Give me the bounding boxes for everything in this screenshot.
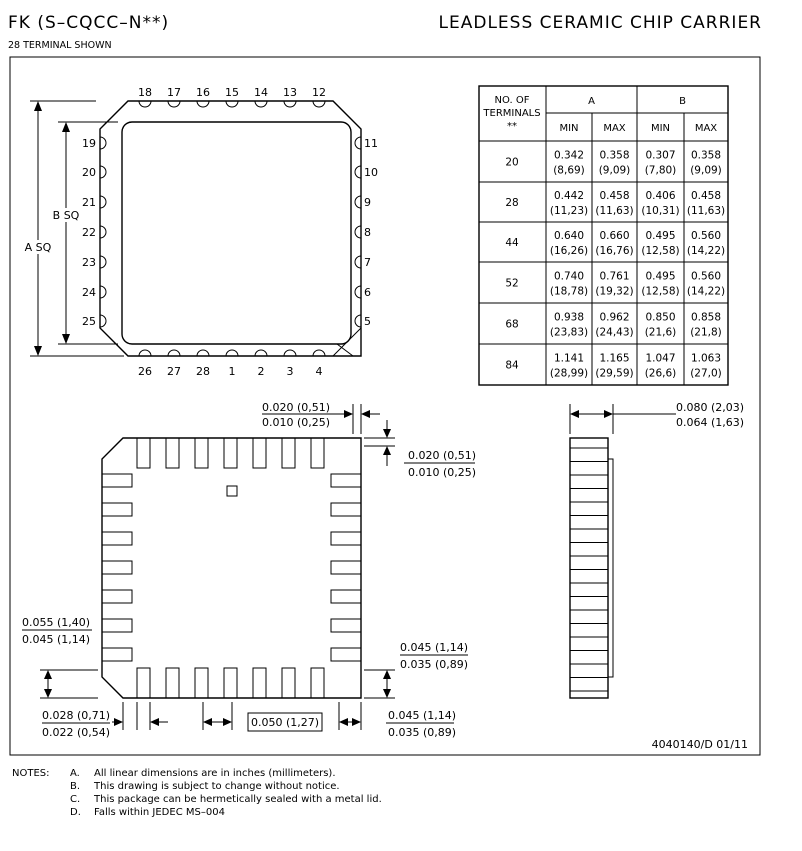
note-text: All linear dimensions are in inches (millimeters). [94, 768, 336, 779]
castellation-left [100, 286, 106, 298]
castellation-top [284, 101, 296, 107]
dimension-mm-cell: (11,23) [549, 205, 589, 217]
pin-number-bottom: 27 [167, 365, 181, 378]
pad-length-min: 0.022 (0,54) [42, 726, 111, 739]
pin-number-right: 5 [364, 315, 371, 328]
pin-number-bottom: 3 [286, 365, 294, 378]
terminal-pad [331, 619, 361, 632]
table-header-min: MIN [650, 123, 671, 134]
corner-height-min: 0.045 (1,14) [22, 633, 91, 646]
table-row [505, 312, 721, 339]
table-header-max: MAX [603, 123, 626, 134]
dimension-mm-cell: (16,26) [549, 245, 589, 257]
dimension-inch-cell: 1.165 [599, 352, 630, 365]
pin-number-left: 25 [82, 315, 96, 328]
table-header-b: B [679, 96, 686, 107]
pin-number-top: 17 [167, 86, 181, 99]
terminal-pad [331, 561, 361, 574]
terminal-pad [102, 561, 132, 574]
terminal-pad [311, 668, 324, 698]
terminal-pad [102, 474, 132, 487]
pin-number-left: 22 [82, 226, 96, 239]
dimension-mm-cell: (26,6) [644, 367, 677, 380]
dimension-mm-cell: (9,09) [690, 164, 722, 177]
table-header-terminals: ** [507, 121, 517, 132]
dimension-inch-cell: 0.660 [599, 230, 630, 242]
dimension-mm-cell: (24,43) [595, 326, 634, 339]
castellation-top [168, 101, 180, 107]
pin-number-bottom: 28 [196, 365, 210, 378]
side-view [570, 401, 744, 698]
pin-number-bottom: 26 [138, 365, 152, 378]
terminal-pad [137, 668, 150, 698]
pad-depth-min: 0.010 (0,25) [408, 466, 477, 479]
terminal-pad [102, 648, 132, 661]
dimension-inch-cell: 0.850 [645, 311, 676, 324]
table-row [505, 230, 725, 257]
castellation-left [100, 256, 106, 268]
terminal-pad [224, 438, 237, 468]
dimension-inch-cell: 0.458 [690, 190, 722, 202]
castellation-bottom [284, 350, 296, 356]
dimension-mm-cell: (8,69) [553, 164, 585, 177]
dimension-inch-cell: 0.342 [553, 149, 585, 162]
terminal-pad [311, 438, 324, 468]
pin-number-bottom: 4 [315, 365, 323, 378]
pin-number-top: 14 [254, 86, 268, 99]
side-view-body [570, 438, 608, 698]
pad-gap-min: 0.035 (0,89) [388, 726, 457, 739]
dimension-mm-cell: (27,0) [690, 367, 722, 380]
table-row [505, 271, 725, 298]
package-title: FK (S–CQCC–N**) [8, 13, 170, 33]
castellation-right [355, 196, 361, 208]
terminal-pad [331, 648, 361, 661]
terminal-count-cell: 20 [505, 156, 519, 169]
note-text: Falls within JEDEC MS–004 [94, 807, 225, 818]
terminal-pad [195, 668, 208, 698]
pin-number-right: 8 [364, 226, 371, 239]
pin-number-bottom: 1 [228, 365, 236, 378]
corner-height-max: 0.055 (1,40) [22, 616, 91, 629]
dimension-inch-cell: 0.495 [645, 270, 676, 283]
pin-number-left: 21 [82, 196, 96, 209]
pin-number-right: 10 [364, 166, 378, 179]
castellation-right [355, 226, 361, 238]
terminal-pad [253, 668, 266, 698]
terminal-pad [195, 438, 208, 468]
dimension-mm-cell: (12,58) [641, 285, 680, 298]
dimension-inch-cell: 0.761 [599, 270, 630, 283]
dimension-inch-cell: 1.141 [553, 352, 585, 365]
terminal-pad [331, 503, 361, 516]
dimension-inch-cell: 0.495 [645, 230, 676, 242]
dimension-inch-cell: 0.442 [553, 190, 585, 202]
dimension-inch-cell: 0.640 [553, 230, 585, 242]
pin-number-top: 12 [312, 86, 326, 99]
castellation-right [355, 137, 361, 149]
castellation-right [355, 286, 361, 298]
castellation-right [355, 166, 361, 178]
dimension-mm-cell: (9,09) [598, 164, 631, 177]
castellation-left [100, 226, 106, 238]
table-row [505, 150, 721, 177]
note-text: This package can be hermetically sealed with a metal lid. [94, 794, 382, 805]
edge-offset-max: 0.045 (1,14) [400, 641, 469, 654]
dimension-table [479, 86, 728, 385]
dimension-inch-cell: 0.358 [599, 149, 630, 162]
terminal-count-cell: 84 [505, 359, 519, 372]
dimension-inch-cell: 0.858 [690, 311, 722, 324]
castellation-left [100, 196, 106, 208]
table-header-min: MIN [559, 123, 579, 134]
castellation-bottom [197, 350, 209, 356]
pin-number-left: 20 [82, 166, 96, 179]
terminal-pad [102, 590, 132, 603]
pad-width-max: 0.020 (0,51) [262, 401, 331, 414]
castellation-bottom [139, 350, 151, 356]
dimension-mm-cell: (10,31) [641, 205, 680, 217]
castellation-bottom [255, 350, 267, 356]
dimension-inch-cell: 0.307 [645, 149, 676, 162]
table-row [505, 353, 721, 380]
pin-number-left: 24 [82, 286, 96, 299]
drawing-number: 4040140/D 01/11 [651, 738, 748, 751]
terminal-pad [102, 532, 132, 545]
b-sq-label: B SQ [52, 209, 80, 222]
dimension-mm-cell: (21,8) [690, 326, 722, 339]
note-letter: B. [70, 781, 81, 792]
castellation-top [139, 101, 151, 107]
terminal-pad [282, 438, 295, 468]
top-view-outline [100, 101, 361, 356]
pin-number-top: 18 [138, 86, 152, 99]
pin-number-bottom: 2 [257, 365, 265, 378]
terminal-count-cell: 52 [505, 277, 519, 290]
dimension-mm-cell: (14,22) [686, 245, 726, 257]
castellation-bottom [168, 350, 180, 356]
dimension-inch-cell: 0.962 [599, 311, 630, 324]
table-header-terminals: NO. OF [494, 95, 530, 106]
terminal-pad [331, 474, 361, 487]
castellation-left [100, 166, 106, 178]
bottom-view [22, 401, 476, 739]
pin1-index-mark [227, 486, 237, 496]
pad-depth-max: 0.020 (0,51) [408, 449, 477, 462]
dimension-mm-cell: (19,32) [595, 285, 634, 298]
terminal-count-cell: 44 [505, 237, 519, 249]
terminal-count-cell: 68 [505, 318, 519, 331]
height-min: 0.064 (1,63) [676, 416, 745, 429]
dimension-mm-cell: (21,6) [644, 326, 677, 339]
castellation-bottom [313, 350, 325, 356]
table-row [505, 190, 725, 217]
dimension-mm-cell: (14,22) [686, 285, 726, 298]
table-header-terminals: TERMINALS [483, 108, 541, 119]
dimension-inch-cell: 0.406 [645, 190, 676, 202]
pin-number-left: 19 [82, 137, 96, 150]
castellation-top [197, 101, 209, 107]
note-text: This drawing is subject to change without notice. [94, 781, 340, 792]
dimension-inch-cell: 0.938 [553, 311, 585, 324]
terminal-pad [253, 438, 266, 468]
dimension-mm-cell: (11,63) [686, 205, 726, 217]
bottom-view-outline [102, 438, 361, 698]
dimension-mm-cell: (11,63) [595, 205, 634, 217]
dimension-inch-cell: 0.458 [599, 190, 630, 202]
a-sq-label: A SQ [24, 241, 52, 254]
terminal-pad [224, 668, 237, 698]
dimension-mm-cell: (12,58) [641, 245, 680, 257]
castellation-top [255, 101, 267, 107]
note-letter: D. [70, 807, 81, 818]
terminal-pad [331, 532, 361, 545]
dimension-mm-cell: (18,78) [549, 285, 589, 298]
castellation-top [313, 101, 325, 107]
dimension-inch-cell: 0.560 [690, 270, 722, 283]
top-view [22, 86, 378, 378]
terminal-pad [166, 668, 179, 698]
pin-number-top: 15 [225, 86, 239, 99]
dimension-mm-cell: (7,80) [644, 164, 677, 177]
pad-length-max: 0.028 (0,71) [42, 709, 111, 722]
dimension-mm-cell: (29,59) [595, 367, 634, 380]
castellation-right [355, 256, 361, 268]
castellation-right [355, 315, 361, 327]
pin-number-top: 13 [283, 86, 297, 99]
dimension-mm-cell: (23,83) [549, 326, 589, 339]
pin-number-right: 7 [364, 256, 371, 269]
pin-number-top: 16 [196, 86, 210, 99]
terminal-pad [166, 438, 179, 468]
notes [12, 768, 382, 818]
dimension-inch-cell: 1.047 [645, 352, 676, 365]
castellation-left [100, 137, 106, 149]
castellation-top [226, 101, 238, 107]
terminal-pad [282, 668, 295, 698]
pin-number-right: 11 [364, 137, 378, 150]
top-view-cavity [122, 122, 351, 344]
castellation-bottom [226, 350, 238, 356]
edge-offset-min: 0.035 (0,89) [400, 658, 469, 671]
terminal-count-note: 28 TERMINAL SHOWN [8, 40, 112, 51]
terminal-pad [102, 503, 132, 516]
pitch-label: 0.050 (1,27) [250, 716, 320, 729]
dimension-inch-cell: 0.560 [690, 230, 722, 242]
notes-label: NOTES: [12, 768, 50, 779]
dimension-mm-cell: (28,99) [549, 367, 589, 380]
pin-number-right: 6 [364, 286, 371, 299]
table-header-a: A [588, 96, 595, 107]
dimension-inch-cell: 0.358 [690, 149, 722, 162]
side-view-lid [608, 459, 613, 677]
terminal-count-cell: 28 [505, 197, 519, 209]
terminal-pad [102, 619, 132, 632]
note-letter: C. [70, 794, 81, 805]
pin-number-right: 9 [364, 196, 371, 209]
table-header-max: MAX [694, 123, 718, 134]
pad-gap-max: 0.045 (1,14) [388, 709, 457, 722]
note-letter: A. [70, 768, 80, 779]
pin-number-left: 23 [82, 256, 96, 269]
terminal-pad [137, 438, 150, 468]
package-type-title: LEADLESS CERAMIC CHIP CARRIER [438, 13, 762, 33]
height-max: 0.080 (2,03) [676, 401, 745, 414]
dimension-inch-cell: 1.063 [690, 352, 722, 365]
pad-width-min: 0.010 (0,25) [262, 416, 331, 429]
castellation-left [100, 315, 106, 327]
dimension-inch-cell: 0.740 [553, 270, 585, 283]
dimension-mm-cell: (16,76) [595, 245, 634, 257]
terminal-pad [331, 590, 361, 603]
